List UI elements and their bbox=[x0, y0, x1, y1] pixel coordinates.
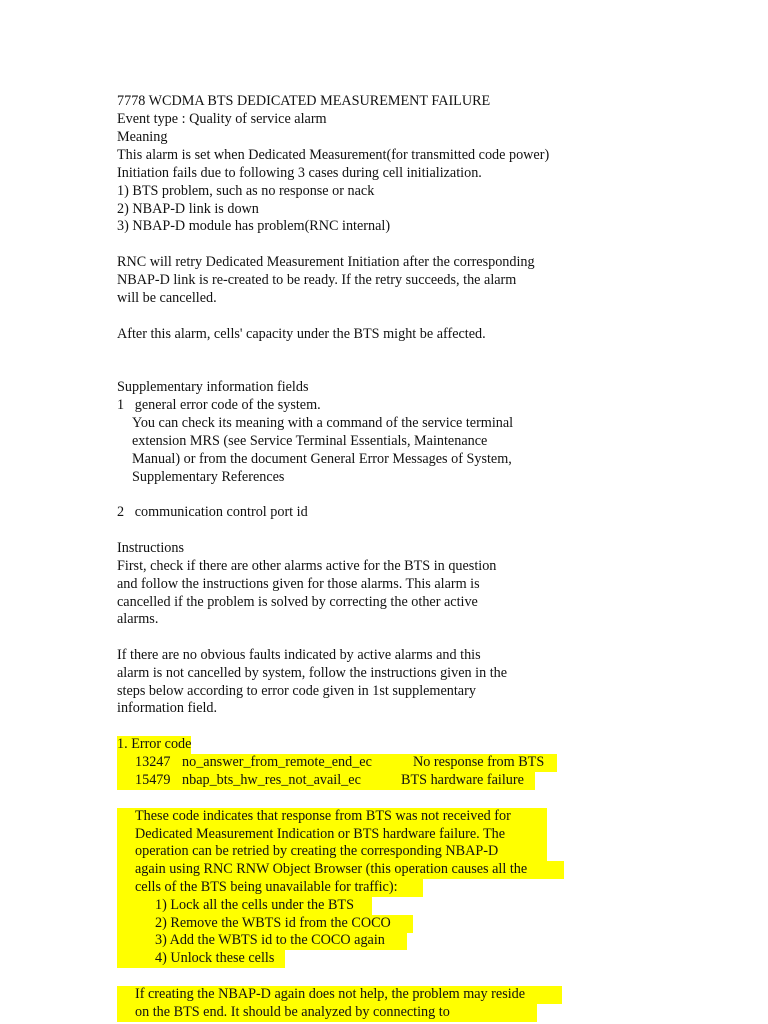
error-para-line: operation can be retried by creating the corresponding NBAP-D bbox=[117, 843, 547, 861]
error-para-line: Dedicated Measurement Indication or BTS hardware failure. The bbox=[117, 826, 547, 844]
error-code-name: nbap_bts_hw_res_not_avail_ec bbox=[182, 772, 361, 788]
instructions-para1-line: cancelled if the problem is solved by correcting the other active bbox=[117, 594, 478, 610]
error-step: 2) Remove the WBTS id from the COCO bbox=[117, 915, 413, 933]
instructions-para2-line: steps below according to error code given in 1st supplementary bbox=[117, 683, 476, 699]
retry-line: will be cancelled. bbox=[117, 290, 217, 306]
error-para-line: again using RNC RNW Object Browser (this operation causes all the bbox=[117, 861, 564, 879]
instructions-para1-line: alarms. bbox=[117, 611, 159, 627]
error-code-row bbox=[117, 754, 557, 772]
supplementary-item-2-title: 2 communication control port id bbox=[117, 504, 308, 520]
supplementary-heading: Supplementary information fields bbox=[117, 379, 309, 395]
error-code-name: no_answer_from_remote_end_ec bbox=[182, 754, 372, 770]
instructions-heading: Instructions bbox=[117, 540, 184, 556]
supplementary-item-1-title: 1 general error code of the system. bbox=[117, 397, 321, 413]
supplementary-item-1-line: extension MRS (see Service Terminal Essentials, Maintenance bbox=[132, 433, 488, 449]
supplementary-item-1-line: Manual) or from the document General Error Messages of System, bbox=[132, 451, 512, 467]
meaning-line: 3) NBAP-D module has problem(RNC internal) bbox=[117, 218, 391, 234]
instructions-para2-line: information field. bbox=[117, 700, 218, 716]
error-code-description: No response from BTS bbox=[413, 754, 545, 770]
error-step: 4) Unlock these cells bbox=[117, 950, 285, 968]
error-para-line: These code indicates that response from BTS was not received for bbox=[117, 808, 547, 826]
error-step: 3) Add the WBTS id to the COCO again bbox=[117, 932, 407, 950]
error-code-number: 13247 bbox=[135, 754, 171, 770]
event-type: Event type : Quality of service alarm bbox=[117, 111, 327, 127]
error-final-para-line: on the BTS end. It should be analyzed by connecting to bbox=[117, 1004, 537, 1022]
retry-line: RNC will retry Dedicated Measurement Initiation after the corresponding bbox=[117, 254, 535, 270]
error-code-description: BTS hardware failure bbox=[401, 772, 524, 788]
error-para-line: cells of the BTS being unavailable for traffic): bbox=[117, 879, 423, 897]
error-code-row bbox=[117, 772, 535, 790]
meaning-line: This alarm is set when Dedicated Measurement(for transmitted code power) bbox=[117, 147, 550, 163]
meaning-heading: Meaning bbox=[117, 129, 168, 145]
capacity-line: After this alarm, cells' capacity under the BTS might be affected. bbox=[117, 326, 486, 342]
instructions-para1-line: and follow the instructions given for those alarms. This alarm is bbox=[117, 576, 480, 592]
document-title: 7778 WCDMA BTS DEDICATED MEASUREMENT FAILURE bbox=[117, 93, 491, 109]
supplementary-item-1-line: Supplementary References bbox=[132, 469, 285, 485]
retry-line: NBAP-D link is re-created to be ready. If the retry succeeds, the alarm bbox=[117, 272, 517, 288]
instructions-para2-line: alarm is not cancelled by system, follow the instructions given in the bbox=[117, 665, 508, 681]
error-final-para-line: If creating the NBAP-D again does not help, the problem may reside bbox=[117, 986, 562, 1004]
instructions-para2-line: If there are no obvious faults indicated by active alarms and this bbox=[117, 647, 481, 663]
supplementary-item-1-line: You can check its meaning with a command of the service terminal bbox=[132, 415, 514, 431]
error-code-heading: 1. Error code bbox=[117, 736, 192, 752]
meaning-line: 1) BTS problem, such as no response or nack bbox=[117, 183, 375, 199]
error-step: 1) Lock all the cells under the BTS bbox=[117, 897, 372, 915]
instructions-para1-line: First, check if there are other alarms active for the BTS in question bbox=[117, 558, 497, 574]
meaning-line: 2) NBAP-D link is down bbox=[117, 201, 259, 217]
error-code-number: 15479 bbox=[135, 772, 171, 788]
meaning-line: Initiation fails due to following 3 cases during cell initialization. bbox=[117, 165, 482, 181]
